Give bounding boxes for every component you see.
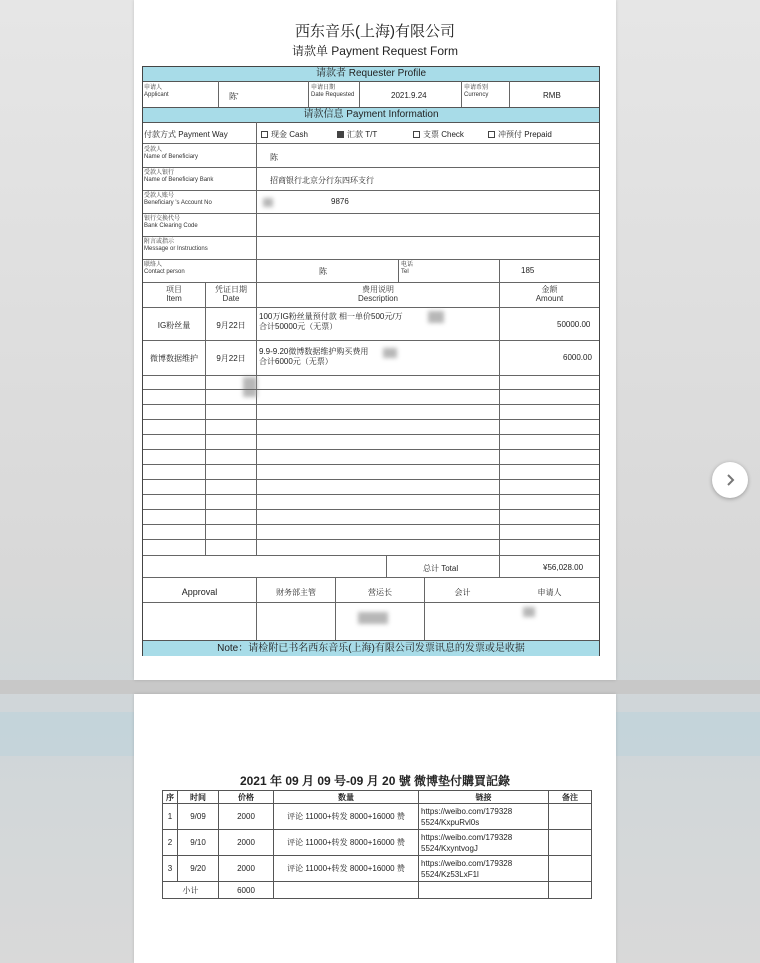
signature-redaction xyxy=(358,612,388,624)
chevron-right-icon xyxy=(723,473,737,487)
col-amount-header: 金额 Amount xyxy=(535,285,564,303)
item-row-2-item: 微博数据维护 xyxy=(150,354,198,363)
item-row-1-item: IG粉丝量 xyxy=(157,321,191,330)
date-label: 申请日期 Date Requested xyxy=(311,85,355,98)
message-label: 附言或指示 Message or Instructions xyxy=(144,239,208,252)
item-row-2-date: 9月22日 xyxy=(216,354,246,363)
table-row: 3 9/20 2000 评论 11000+转发 8000+16000 赞 https://weibo.com/179328 5524/Kz53LxF1l xyxy=(163,856,592,882)
checkbox-icon xyxy=(413,131,420,138)
checked-checkbox-icon xyxy=(337,131,344,138)
col-item-header: 项目 Item xyxy=(166,285,182,303)
signature-redaction xyxy=(523,607,535,617)
payment-request-page xyxy=(134,0,616,680)
redaction xyxy=(243,377,257,397)
record-col-remark: 备注 xyxy=(549,791,592,804)
item-row-1-date: 9月22日 xyxy=(216,321,246,330)
table-row: 1 9/09 2000 评论 11000+转发 8000+16000 赞 https://weibo.com/179328 5524/KxpuRvl0s xyxy=(163,804,592,830)
item-row-1-desc: 100万IG粉丝量预付款 相一单价500元/万 合计50000元（无票） xyxy=(259,312,403,331)
account-label: 受款人账号 Beneficiary 's Account No xyxy=(144,193,212,206)
item-row-2-desc: 9.9-9.20微博数据维护购买费用 合计6000元（无票） xyxy=(259,347,369,366)
tel-value: 185 xyxy=(521,266,535,275)
col-date-header: 凭证日期 Date xyxy=(215,285,247,303)
record-title: 2021 年 09 月 09 号-09 月 20 號 微博垫付購買記錄 xyxy=(239,774,511,788)
payway-label: 付款方式 Payment Way xyxy=(144,130,228,139)
table-row: 2 9/10 2000 评论 11000+转发 8000+16000 赞 https://weibo.com/179328 5524/KxyntvogJ xyxy=(163,830,592,856)
approval-applicant: 申请人 xyxy=(537,588,562,597)
record-col-date: 时间 xyxy=(178,791,219,804)
item-row-2-amount: 6000.00 xyxy=(563,353,592,362)
subtotal-row: 小计 6000 xyxy=(163,882,592,899)
applicant-value: 陈' xyxy=(229,92,239,101)
next-image-button[interactable] xyxy=(712,462,748,498)
note-bar: Note：请检附已书名西东音乐(上海)有限公司发票讯息的发票或是收据 xyxy=(143,640,599,656)
company-name: 西东音乐(上海)有限公司 xyxy=(295,23,455,40)
approval-operations: 营运长 xyxy=(368,588,392,597)
contact-label: 联络人 Contact person xyxy=(144,262,185,275)
approval-label: Approval xyxy=(181,587,218,597)
page-gap xyxy=(0,680,760,694)
account-value: 9876 xyxy=(331,197,349,206)
total-label: 总计 Total xyxy=(423,564,459,573)
payway-prepaid[interactable]: 冲预付 Prepaid xyxy=(488,129,552,140)
payment-request-form xyxy=(142,66,600,656)
record-header-row xyxy=(163,791,592,804)
total-value: ¥56,028.00 xyxy=(543,563,584,572)
applicant-label: 申请人 Applicant xyxy=(144,85,169,98)
payway-check[interactable]: 支票 Check xyxy=(413,129,464,140)
form-title: 请款单 Payment Request Form xyxy=(291,44,459,58)
checkbox-icon xyxy=(488,131,495,138)
tel-label: 电话 Tel xyxy=(401,262,414,275)
record-col-price: 价格 xyxy=(219,791,274,804)
redaction xyxy=(263,198,273,207)
redaction xyxy=(428,311,444,323)
record-col-link: 链接 xyxy=(419,791,549,804)
approval-finance: 财务部主管 xyxy=(276,588,316,597)
clearing-label: 银行交换代号 Bank Clearing Code xyxy=(144,216,198,229)
weibo-link[interactable]: https://weibo.com/179328 5524/KxpuRvl0s xyxy=(419,804,549,830)
approval-accounting: 会计 xyxy=(454,588,471,597)
payment-info-header: 请款信息 Payment Information xyxy=(143,107,599,123)
requester-header: 请款者 Requester Profile xyxy=(143,67,599,82)
currency-label: 申请币别 Currency xyxy=(464,85,489,98)
beneficiary-value: 陈 xyxy=(270,153,278,162)
item-row-1-amount: 50000.00 xyxy=(557,320,591,329)
weibo-link[interactable]: https://weibo.com/179328 5524/Kz53LxF1l xyxy=(419,856,549,882)
weibo-link[interactable]: https://weibo.com/179328 5524/KxyntvogJ xyxy=(419,830,549,856)
record-table xyxy=(162,790,592,899)
bank-label: 受款人银行 Name of Beneficiary Bank xyxy=(144,170,214,183)
col-desc-header: 费用说明 Description xyxy=(357,285,398,303)
checkbox-icon xyxy=(261,131,268,138)
weibo-record-page xyxy=(134,694,616,963)
bank-value: 招商银行北京分行东四环支行 xyxy=(270,176,374,185)
redaction xyxy=(383,348,397,358)
record-col-qty: 数量 xyxy=(274,791,419,804)
contact-value: 陈 xyxy=(319,267,327,276)
currency-value: RMB xyxy=(543,91,561,100)
payway-tt[interactable]: 汇款 T/T xyxy=(337,129,377,140)
beneficiary-label: 受款人 Name of Beneficiary xyxy=(144,147,199,160)
record-col-no: 序 xyxy=(163,791,178,804)
date-value: 2021.9.24 xyxy=(391,91,427,100)
payway-cash[interactable]: 现金 Cash xyxy=(261,129,308,140)
